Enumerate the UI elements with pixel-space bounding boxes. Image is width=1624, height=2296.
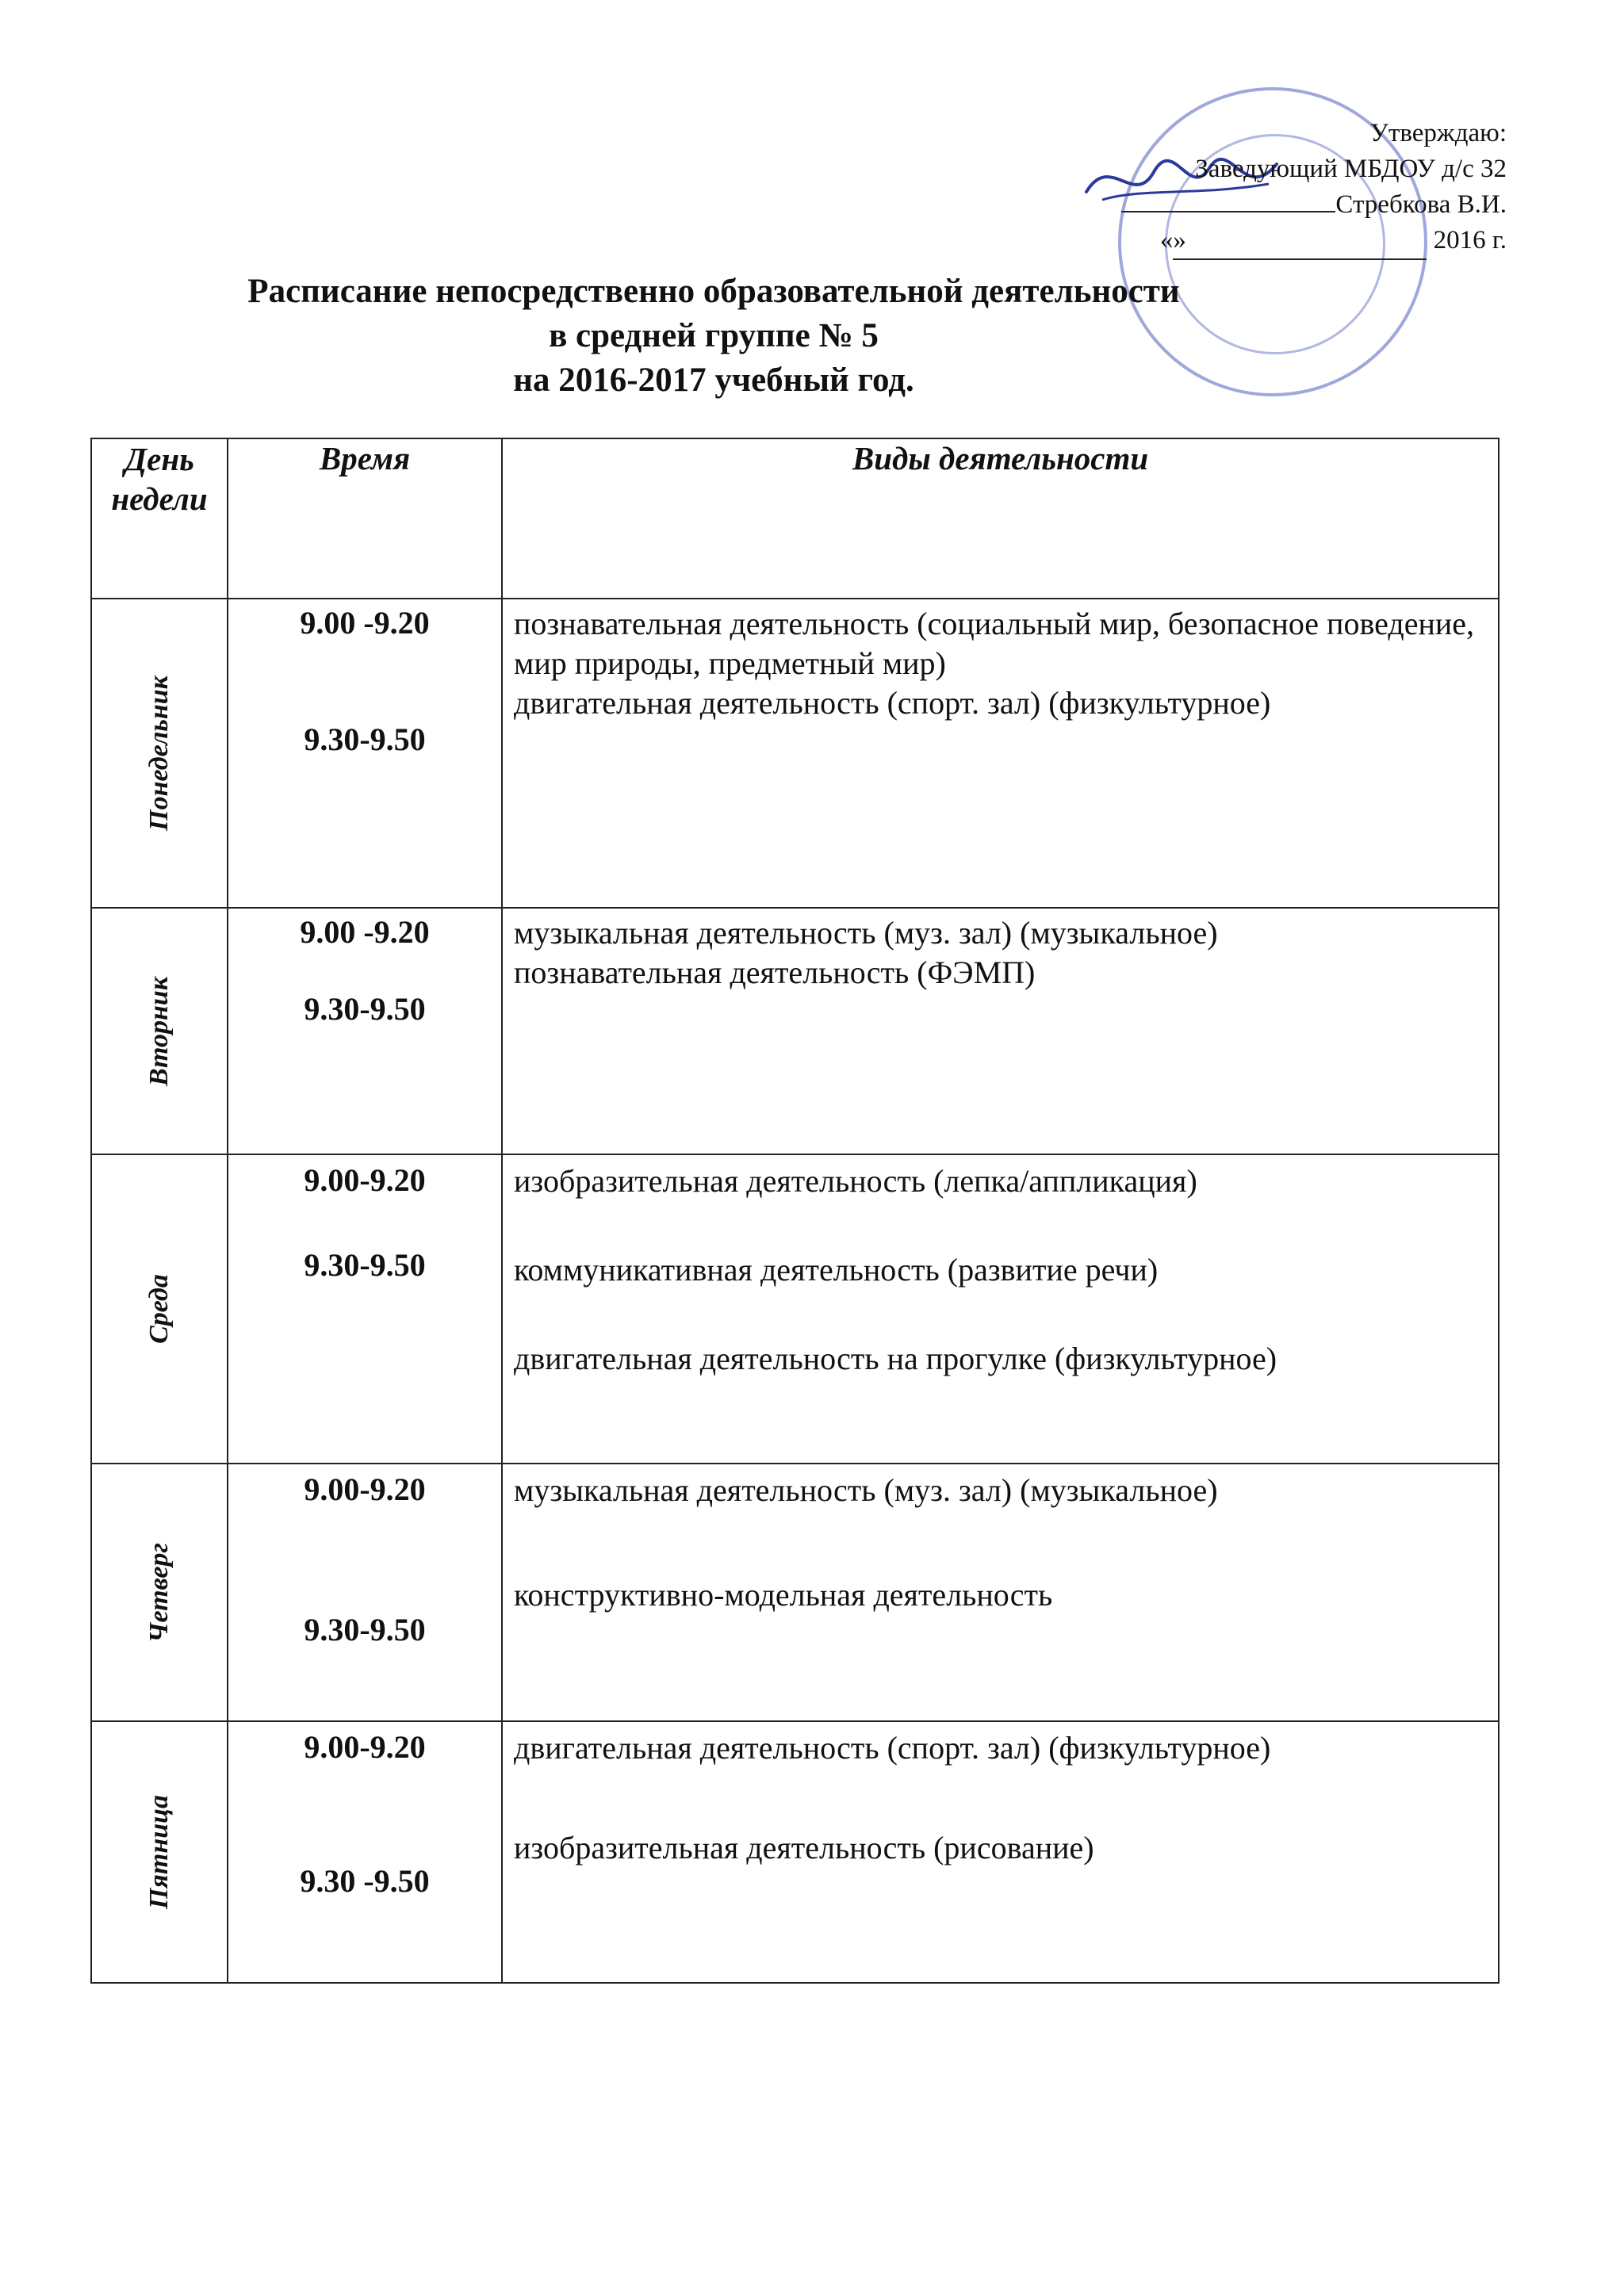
approval-date-line bbox=[1031, 223, 1507, 260]
day-label: Пятница bbox=[144, 1794, 174, 1910]
activities-cell bbox=[502, 1464, 1499, 1721]
activity-1: познавательная деятельность (социальный мир, безопасное поведение, мир природы, предметный мир) bbox=[514, 606, 1475, 681]
time-slot-2: 9.30 -9.50 bbox=[300, 1863, 430, 1899]
approval-block bbox=[1031, 116, 1507, 260]
day-label: Вторник bbox=[144, 976, 174, 1086]
day-cell bbox=[91, 908, 228, 1154]
day-label: Среда bbox=[144, 1274, 174, 1344]
activity-3: двигательная деятельность на прогулке (физкультурное) bbox=[514, 1341, 1277, 1376]
day-label: Понедельник bbox=[144, 675, 174, 831]
activity-1: музыкальная деятельность (муз. зал) (музыкальное) bbox=[514, 1472, 1218, 1508]
time-slot-1: 9.00-9.20 bbox=[304, 1471, 426, 1507]
activities-cell bbox=[502, 908, 1499, 1154]
time-slot-2: 9.30-9.50 bbox=[304, 1247, 426, 1283]
schedule-table bbox=[90, 438, 1500, 1984]
time-cell bbox=[228, 599, 502, 908]
date-quote-close: » bbox=[1173, 226, 1186, 254]
activities-cell bbox=[502, 599, 1499, 908]
day-cell bbox=[91, 1154, 228, 1464]
activity-2: познавательная деятельность (ФЭМП) bbox=[514, 955, 1036, 990]
header-day: День недели bbox=[91, 438, 228, 599]
time-cell bbox=[228, 908, 502, 1154]
day-cell bbox=[91, 1464, 228, 1721]
time-cell bbox=[228, 1721, 502, 1983]
table-row bbox=[91, 1464, 1499, 1721]
table-header-row bbox=[91, 438, 1499, 599]
time-slot-2: 9.30-9.50 bbox=[304, 1612, 426, 1647]
approval-signature-line bbox=[1031, 187, 1507, 223]
header-time: Время bbox=[228, 438, 502, 599]
day-cell bbox=[91, 599, 228, 908]
time-slot-1: 9.00-9.20 bbox=[304, 1162, 426, 1198]
time-slot-1: 9.00 -9.20 bbox=[300, 914, 430, 950]
signature-underline bbox=[1121, 211, 1335, 212]
time-slot-2: 9.30-9.50 bbox=[304, 991, 426, 1027]
table-row bbox=[91, 908, 1499, 1154]
table-row bbox=[91, 599, 1499, 908]
activities-cell bbox=[502, 1154, 1499, 1464]
table-row bbox=[91, 1154, 1499, 1464]
title-line-3: на 2016-2017 учебный год. bbox=[513, 362, 914, 399]
header-activities: Виды деятельности bbox=[502, 438, 1499, 599]
time-slot-1: 9.00 -9.20 bbox=[300, 605, 430, 641]
approval-heading: Утверждаю: bbox=[1369, 119, 1507, 147]
time-slot-1: 9.00-9.20 bbox=[304, 1729, 426, 1765]
time-slot-2: 9.30-9.50 bbox=[304, 721, 426, 757]
activity-2: коммуникативная деятельность (развитие речи) bbox=[514, 1252, 1159, 1288]
title-line-2: в средней группе № 5 bbox=[549, 317, 879, 354]
title-line-1: Расписание непосредственно образовательной деятельности bbox=[247, 273, 1180, 310]
approval-position: Заведующий МБДОУ д/с 32 bbox=[1195, 155, 1507, 183]
activity-1: изобразительная деятельность (лепка/аппликация) bbox=[514, 1163, 1197, 1199]
activities-cell bbox=[502, 1721, 1499, 1983]
document-title bbox=[48, 270, 1380, 403]
date-underline bbox=[1173, 223, 1427, 260]
time-cell bbox=[228, 1464, 502, 1721]
day-cell bbox=[91, 1721, 228, 1983]
activity-1: музыкальная деятельность (муз. зал) (музыкальное) bbox=[514, 915, 1218, 951]
approval-year: 2016 г. bbox=[1433, 226, 1507, 254]
activity-1: двигательная деятельность (спорт. зал) (физкультурное) bbox=[514, 1730, 1271, 1766]
approval-name: Стребкова В.И. bbox=[1335, 190, 1507, 219]
activity-2: конструктивно-модельная деятельность bbox=[514, 1577, 1053, 1613]
table-row bbox=[91, 1721, 1499, 1983]
date-quote-open: « bbox=[1159, 226, 1174, 254]
activity-2: изобразительная деятельность (рисование) bbox=[514, 1830, 1094, 1866]
activity-2: двигательная деятельность (спорт. зал) (физкультурное) bbox=[514, 685, 1271, 721]
time-cell bbox=[228, 1154, 502, 1464]
day-label: Четверг bbox=[144, 1542, 174, 1643]
